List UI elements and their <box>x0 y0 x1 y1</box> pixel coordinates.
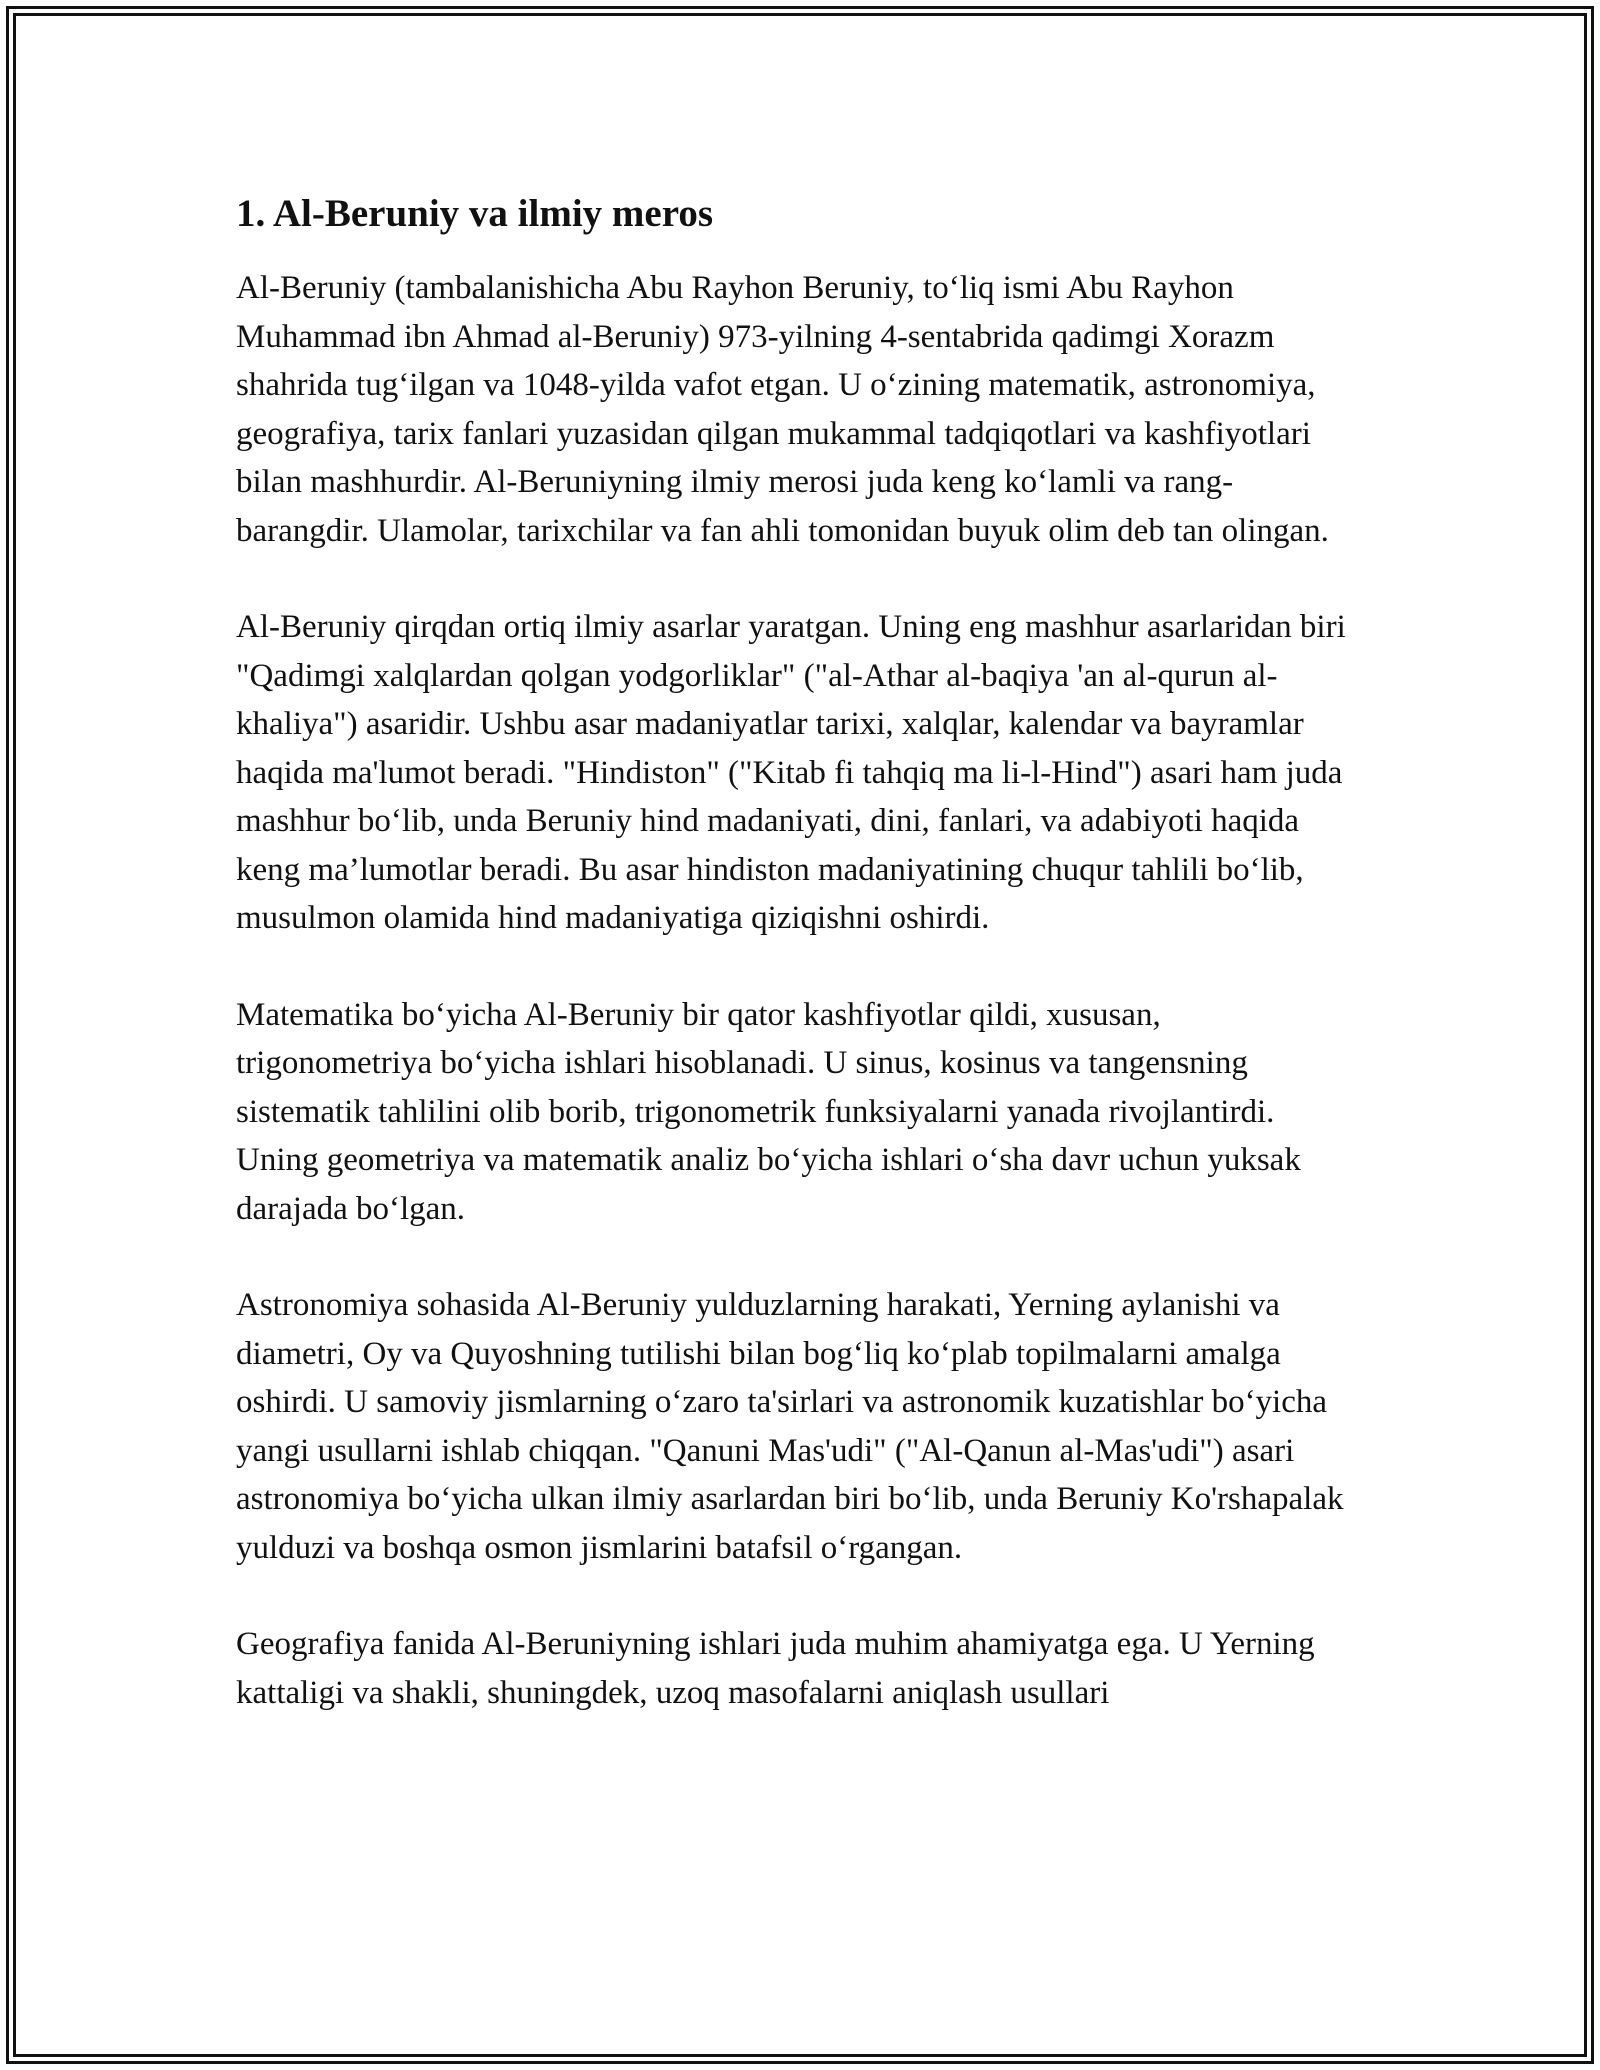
paragraph-works: Al-Beruniy qirqdan ortiq ilmiy asarlar yaratgan. Uning eng mashhur asarlaridan biri "Qadimgi xalqlardan qolgan yodgorliklar" ("al-Athar al-baqiya 'an al-qurun al-khaliya") asaridir. Ushbu asar madaniyatlar tarixi, xalqlar, kalendar va bayramlar haqida ma'lumot beradi. "Hindiston" ("Kitab fi tahqiq ma li-l-Hind") asari ham juda mashhur bo‘lib, unda Beruniy hind madaniyati, dini, fanlari, va adabiyoti haqida keng ma’lumotlar beradi. Bu asar hindiston madaniyatining chuqur tahlili bo‘lib, musulmon olamida hind madaniyatiga qiziqishni oshirdi. <box>236 609 1346 936</box>
paragraph-mathematics: Matematika bo‘yicha Al-Beruniy bir qator kashfiyotlar qildi, xususan, trigonometriya bo‘yicha ishlari hisoblanadi. U sinus, kosinus va tangensning sistematik tahlilini olib borib, trigonometrik funksiyalarni yanada rivojlantirdi. Uning geometriya va matematik analiz bo‘yicha ishlari o‘sha davr uchun yuksak darajada bo‘lgan. <box>236 996 1301 1227</box>
paragraph-astronomy: Astronomiya sohasida Al-Beruniy yulduzlarning harakati, Yerning aylanishi va diametri, Oy va Quyoshning tutilishi bilan bog‘liq ko‘plab topilmalarni amalga oshirdi. U samoviy jismlarning o‘zaro ta'sirlari va astronomik kuzatishlar bo‘yicha yangi usullarni ishlab chiqqan. "Qanuni Mas'udi" ("Al-Qanun al-Mas'udi") asari astronomiya bo‘yicha ulkan ilmiy asarlardan biri bo‘lib, unda Beruniy Ko'rshapalak yulduzi va boshqa osmon jismlarini batafsil o‘rgangan. <box>236 1287 1344 1566</box>
section-heading: 1. Al-Beruniy va ilmiy meros <box>236 192 714 235</box>
document-body <box>236 186 1364 1765</box>
paragraph-geography: Geografiya fanida Al-Beruniyning ishlari juda muhim ahamiyatga ega. U Yerning kattaligi va shakli, shuningdek, uzoq masofalarni aniqlash usullari <box>236 1626 1315 1711</box>
paragraph-biography: Al-Beruniy (tambalanishicha Abu Rayhon Beruniy, to‘liq ismi Abu Rayhon Muhammad ibn Ahmad al-Beruniy) 973-yilning 4-sentabrida qadimgi Xorazm shahrida tug‘ilgan va 1048-yilda vafot etgan. U o‘zining matematik, astronomiya, geografiya, tarix fanlari yuzasidan qilgan mukammal tadqiqotlari va kashfiyotlari bilan mashhurdir. Al-Beruniyning ilmiy merosi juda keng ko‘lamli va rang-barangdir. Ulamolar, tarixchilar va fan ahli tomonidan buyuk olim deb tan olingan. <box>236 270 1329 549</box>
